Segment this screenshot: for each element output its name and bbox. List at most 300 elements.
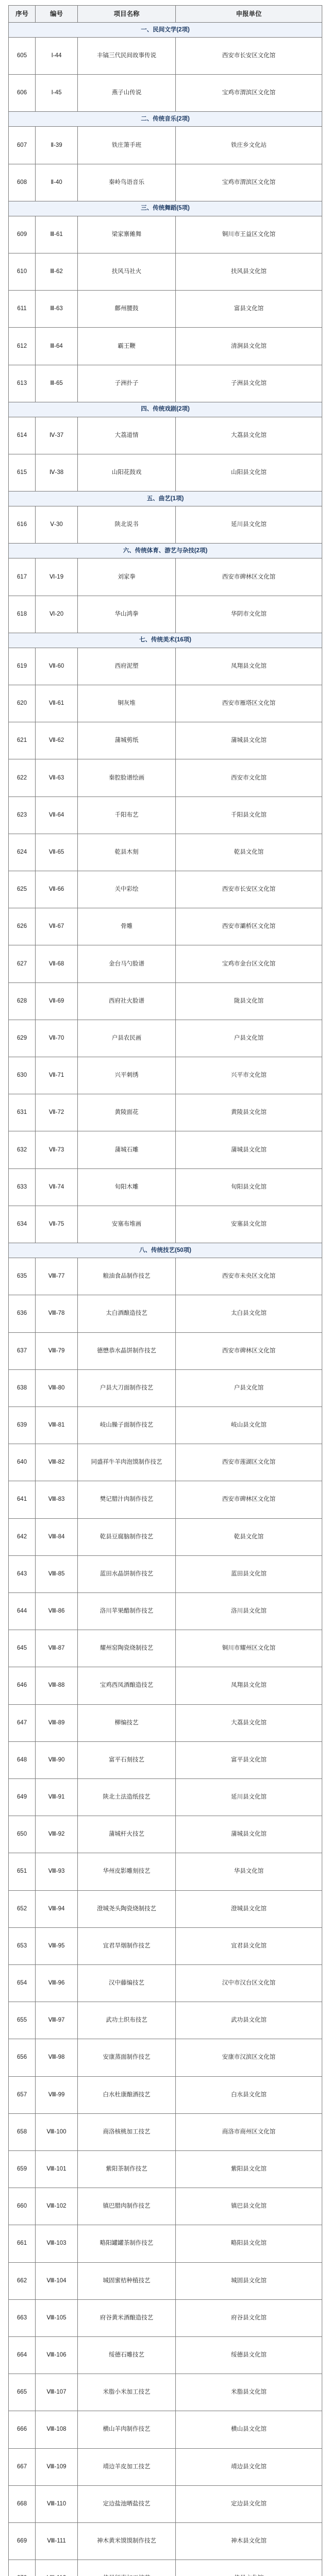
cell-code: Ⅷ-88	[36, 1667, 78, 1704]
table-row	[9, 1964, 322, 2002]
cell-index: 633	[9, 1168, 36, 1206]
cell-index: 667	[9, 2448, 36, 2485]
section-title: 一、民间文学(2项)	[9, 23, 322, 38]
cell-project: 德懋恭水晶饼制作技艺	[78, 1332, 176, 1369]
cell-unit: 横山县文化馆	[176, 2411, 322, 2448]
cell-code: Ⅶ-61	[36, 685, 78, 722]
cell-index: 653	[9, 1927, 36, 1964]
cell-project: 宜君旱烟制作技艺	[78, 1927, 176, 1964]
table-row	[9, 722, 322, 759]
cell-code: Ⅲ-64	[36, 328, 78, 365]
table-row	[9, 945, 322, 982]
table-row	[9, 2076, 322, 2113]
cell-unit: 西安市雁塔区文化馆	[176, 685, 322, 722]
cell-code: Ⅳ-38	[36, 454, 78, 492]
table-row	[9, 216, 322, 253]
cell-project: 燕子山传说	[78, 75, 176, 112]
cell-project: 大荔道情	[78, 417, 176, 454]
cell-index: 661	[9, 2225, 36, 2262]
cell-code: Ⅷ-97	[36, 2002, 78, 2039]
cell-code: Ⅷ-109	[36, 2448, 78, 2485]
cell-index: 656	[9, 2039, 36, 2076]
cell-unit: 靖边县文化馆	[176, 2448, 322, 2485]
cell-index: 649	[9, 1778, 36, 1816]
cell-project: 府谷黄米酒酿造技艺	[78, 2299, 176, 2336]
table-row	[9, 291, 322, 328]
table-row	[9, 1778, 322, 1816]
cell-project: 粮油食品制作技艺	[78, 1258, 176, 1295]
cell-unit: 宝鸡市金台区文化馆	[176, 945, 322, 982]
table-row	[9, 2523, 322, 2560]
cell-unit: 岐山县文化馆	[176, 1406, 322, 1444]
cell-project: 秦岭鸟语音乐	[78, 164, 176, 201]
cell-project: 霸王鞭	[78, 328, 176, 365]
cell-unit: 宝鸡市渭滨区文化馆	[176, 75, 322, 112]
table-body	[9, 23, 322, 2576]
cell-project: 柳编技艺	[78, 1704, 176, 1741]
cell-project: 山阳花鼓戏	[78, 454, 176, 492]
cell-project: 扶风马社火	[78, 253, 176, 291]
cell-index: 618	[9, 596, 36, 633]
table-row	[9, 1667, 322, 1704]
cell-project: 镇巴腊肉制作技艺	[78, 2188, 176, 2225]
cell-code: Ⅷ-89	[36, 1704, 78, 1741]
cell-unit: 蒲城县文化馆	[176, 722, 322, 759]
cell-index: 642	[9, 1518, 36, 1555]
cell-code: Ⅷ-100	[36, 2113, 78, 2150]
table-row	[9, 365, 322, 402]
heritage-list-table	[8, 5, 322, 2576]
cell-unit: 西安市碑林区文化馆	[176, 1332, 322, 1369]
table-row	[9, 1131, 322, 1168]
cell-code: Ⅷ-77	[36, 1258, 78, 1295]
cell-project: 富平石刻技艺	[78, 1741, 176, 1778]
cell-code: Ⅷ-90	[36, 1741, 78, 1778]
cell-unit: 安塞县文化馆	[176, 1206, 322, 1243]
cell-unit: 铁庄乡文化站	[176, 127, 322, 164]
cell-unit: 紫阳县文化馆	[176, 2150, 322, 2188]
table-row	[9, 1741, 322, 1778]
cell-index: 628	[9, 982, 36, 1020]
cell-project: 鄜州腰鼓	[78, 291, 176, 328]
table-row	[9, 1890, 322, 1927]
cell-project: 华州皮影雕刻技艺	[78, 1853, 176, 1890]
table-row	[9, 2225, 322, 2262]
cell-unit: 延川县文化馆	[176, 506, 322, 544]
table-row	[9, 417, 322, 454]
cell-project: 陕北说书	[78, 506, 176, 544]
cell-code: Ⅷ-111	[36, 2523, 78, 2560]
cell-code: Ⅶ-60	[36, 648, 78, 685]
cell-code: Ⅶ-63	[36, 759, 78, 796]
cell-project: 户县农民画	[78, 1020, 176, 1057]
cell-code: Ⅶ-68	[36, 945, 78, 982]
section-row	[9, 1243, 322, 1258]
cell-project: 丰镐三代民间故事传说	[78, 38, 176, 75]
cell-index: 668	[9, 2485, 36, 2522]
cell-index: 638	[9, 1369, 36, 1406]
cell-index: 625	[9, 871, 36, 908]
cell-code: Ⅷ-85	[36, 1555, 78, 1592]
cell-unit: 户县文化馆	[176, 1369, 322, 1406]
table-row	[9, 1332, 322, 1369]
cell-project: 户县大刀面制作技艺	[78, 1369, 176, 1406]
table-row	[9, 75, 322, 112]
cell-unit: 宝鸡市渭滨区文化馆	[176, 164, 322, 201]
cell-unit: 神木县文化馆	[176, 2523, 322, 2560]
cell-unit: 西安市文化馆	[176, 759, 322, 796]
cell-project: 定边盐池晒盐技艺	[78, 2485, 176, 2522]
table-header-row	[9, 6, 322, 23]
cell-index: 606	[9, 75, 36, 112]
cell-code: Ⅷ-86	[36, 1592, 78, 1630]
cell-unit: 米脂县文化馆	[176, 2374, 322, 2411]
cell-code: Ⅷ-94	[36, 1890, 78, 1927]
cell-project: 兴平刺绣	[78, 1057, 176, 1094]
cell-index: 645	[9, 1630, 36, 1667]
cell-unit: 安康市汉滨区文化馆	[176, 2039, 322, 2076]
cell-project: 靖边羊皮加工技艺	[78, 2448, 176, 2485]
cell-unit: 凤翔县文化馆	[176, 648, 322, 685]
cell-project: 铁庄箫手班	[78, 127, 176, 164]
cell-index: 634	[9, 1206, 36, 1243]
cell-code: Ⅶ-74	[36, 1168, 78, 1206]
cell-index: 609	[9, 216, 36, 253]
cell-index: 643	[9, 1555, 36, 1592]
cell-unit: 西安市碑林区文化馆	[176, 558, 322, 596]
section-title: 八、传统技艺(50项)	[9, 1243, 322, 1258]
cell-project: 蒲城石雕	[78, 1131, 176, 1168]
cell-project: 金台马勺脸谱	[78, 945, 176, 982]
cell-code: Ⅶ-73	[36, 1131, 78, 1168]
table-row	[9, 2448, 322, 2485]
cell-code: Ⅷ-81	[36, 1406, 78, 1444]
cell-code: Ⅷ-91	[36, 1778, 78, 1816]
cell-project: 米脂小米加工技艺	[78, 2374, 176, 2411]
cell-unit: 山阳县文化馆	[176, 454, 322, 492]
table-row	[9, 834, 322, 871]
cell-index: 607	[9, 127, 36, 164]
cell-index: 659	[9, 2150, 36, 2188]
cell-index: 663	[9, 2299, 36, 2336]
cell-unit: 黄陵县文化馆	[176, 1094, 322, 1131]
cell-index: 657	[9, 2076, 36, 2113]
cell-unit: 西安市碑林区文化馆	[176, 1481, 322, 1518]
cell-project: 梁家寨傩舞	[78, 216, 176, 253]
cell-project: 武功土织布技艺	[78, 2002, 176, 2039]
cell-unit: 户县文化馆	[176, 1020, 322, 1057]
cell-project: 蒲城剪纸	[78, 722, 176, 759]
cell-unit: 武功县文化馆	[176, 2002, 322, 2039]
cell-code: Ⅷ-98	[36, 2039, 78, 2076]
table-row	[9, 759, 322, 796]
cell-project: 城固蜜桔种植技艺	[78, 2262, 176, 2299]
cell-unit: 商洛市商州区文化馆	[176, 2113, 322, 2150]
cell-code: Ⅲ-61	[36, 216, 78, 253]
table-row	[9, 2262, 322, 2299]
cell-code: Ⅷ-106	[36, 2336, 78, 2374]
cell-code: Ⅷ-78	[36, 1295, 78, 1332]
cell-code: Ⅷ-101	[36, 2150, 78, 2188]
table-row	[9, 1630, 322, 1667]
cell-index: 639	[9, 1406, 36, 1444]
section-row	[9, 544, 322, 558]
cell-code: Ⅷ-92	[36, 1816, 78, 1853]
cell-project: 千阳布艺	[78, 796, 176, 834]
section-title: 四、传统戏剧(2项)	[9, 402, 322, 417]
cell-unit: 富县文化馆	[176, 291, 322, 328]
cell-index: 665	[9, 2374, 36, 2411]
cell-project: 洛川苹果醋制作技艺	[78, 1592, 176, 1630]
cell-code: Ⅲ-65	[36, 365, 78, 402]
header-code: 编号	[36, 6, 78, 23]
cell-project: 紫阳茶制作技艺	[78, 2150, 176, 2188]
cell-unit: 镇巴县文化馆	[176, 2188, 322, 2225]
header-project: 项目名称	[78, 6, 176, 23]
cell-code: Ⅴ-30	[36, 506, 78, 544]
cell-unit: 府谷县文化馆	[176, 2299, 322, 2336]
table-row	[9, 648, 322, 685]
cell-project: 商洛核桃加工技艺	[78, 2113, 176, 2150]
cell-unit: 富平县文化馆	[176, 1741, 322, 1778]
table-row	[9, 1518, 322, 1555]
cell-code: Ⅶ-69	[36, 982, 78, 1020]
table-row	[9, 596, 322, 633]
table-row	[9, 2113, 322, 2150]
section-row	[9, 402, 322, 417]
cell-unit: 汉中市汉台区文化馆	[176, 1964, 322, 2002]
cell-project: 乾县木刻	[78, 834, 176, 871]
cell-project: 陕北土法造纸技艺	[78, 1778, 176, 1816]
cell-unit: 陇县文化馆	[176, 982, 322, 1020]
cell-code: Ⅷ-82	[36, 1444, 78, 1481]
table-row	[9, 1555, 322, 1592]
cell-unit: 旬阳县文化馆	[176, 1168, 322, 1206]
cell-code: Ⅲ-63	[36, 291, 78, 328]
cell-code: Ⅷ-102	[36, 2188, 78, 2225]
section-row	[9, 112, 322, 127]
cell-code: Ⅷ-95	[36, 1927, 78, 1964]
section-title: 三、传统舞蹈(5项)	[9, 201, 322, 216]
table-row	[9, 506, 322, 544]
cell-index: 621	[9, 722, 36, 759]
table-row	[9, 1444, 322, 1481]
cell-project: 岐山臊子面制作技艺	[78, 1406, 176, 1444]
cell-code: Ⅷ-99	[36, 2076, 78, 2113]
cell-unit: 宜君县文化馆	[176, 1927, 322, 1964]
cell-index: 605	[9, 38, 36, 75]
cell-index: 644	[9, 1592, 36, 1630]
cell-index: 641	[9, 1481, 36, 1518]
cell-code: Ⅷ-83	[36, 1481, 78, 1518]
table-row	[9, 2374, 322, 2411]
cell-project: 西府泥塑	[78, 648, 176, 685]
table-row	[9, 1168, 322, 1206]
cell-unit: 西安市长安区文化馆	[176, 871, 322, 908]
cell-code: Ⅶ-67	[36, 908, 78, 945]
cell-index: 612	[9, 328, 36, 365]
cell-project: 黄陵面花	[78, 1094, 176, 1131]
cell-code: Ⅷ-105	[36, 2299, 78, 2336]
cell-unit: 西安市莲湖区文化馆	[176, 1444, 322, 1481]
cell-index: 610	[9, 253, 36, 291]
cell-unit: 西安市未央区文化馆	[176, 1258, 322, 1295]
cell-unit: 乾县文化馆	[176, 834, 322, 871]
cell-unit: 蒲城县文化馆	[176, 1816, 322, 1853]
table-row	[9, 1057, 322, 1094]
cell-project: 骨雕	[78, 908, 176, 945]
cell-index: 623	[9, 796, 36, 834]
cell-code: Ⅶ-65	[36, 834, 78, 871]
table-row	[9, 1206, 322, 1243]
cell-project: 同盛祥牛羊肉泡馍制作技艺	[78, 1444, 176, 1481]
cell-code: Ⅶ-66	[36, 871, 78, 908]
cell-code: Ⅶ-72	[36, 1094, 78, 1131]
cell-index: 608	[9, 164, 36, 201]
section-row	[9, 492, 322, 506]
table-row	[9, 2039, 322, 2076]
table-row	[9, 1481, 322, 1518]
table-row	[9, 1592, 322, 1630]
table-row	[9, 982, 322, 1020]
cell-index: 650	[9, 1816, 36, 1853]
cell-index: 666	[9, 2411, 36, 2448]
cell-code: Ⅷ-80	[36, 1369, 78, 1406]
cell-index: 636	[9, 1295, 36, 1332]
cell-index: 616	[9, 506, 36, 544]
table-row	[9, 2485, 322, 2522]
cell-project: 横山羊肉制作技艺	[78, 2411, 176, 2448]
cell-code: Ⅷ-84	[36, 1518, 78, 1555]
cell-project: 旬阳木雕	[78, 1168, 176, 1206]
table-row	[9, 2188, 322, 2225]
cell-project: 关中彩绘	[78, 871, 176, 908]
cell-code	[36, 2560, 78, 2576]
cell-project: 宝鸡西凤酒酿造技艺	[78, 1667, 176, 1704]
cell-project: 蓝田水晶饼制作技艺	[78, 1555, 176, 1592]
table-row	[9, 1094, 322, 1131]
cell-code: Ⅱ-39	[36, 127, 78, 164]
table-row	[9, 1406, 322, 1444]
cell-unit: 华阴市文化馆	[176, 596, 322, 633]
table-row	[9, 253, 322, 291]
cell-code: Ⅳ-37	[36, 417, 78, 454]
cell-index: 615	[9, 454, 36, 492]
cell-unit: 蒲城县文化馆	[176, 1131, 322, 1168]
cell-index: 646	[9, 1667, 36, 1704]
cell-index: 635	[9, 1258, 36, 1295]
table-row	[9, 2336, 322, 2374]
cell-unit: 西安市长安区文化馆	[176, 38, 322, 75]
cell-code: Ⅲ-62	[36, 253, 78, 291]
table-row	[9, 2150, 322, 2188]
table-row	[9, 1927, 322, 1964]
cell-index: 647	[9, 1704, 36, 1741]
cell-unit: 城固县文化馆	[176, 2262, 322, 2299]
cell-unit: 略阳县文化馆	[176, 2225, 322, 2262]
cell-index: 662	[9, 2262, 36, 2299]
cell-project: 铜灰堆	[78, 685, 176, 722]
cell-unit: 蓝田县文化馆	[176, 1555, 322, 1592]
table-row	[9, 1816, 322, 1853]
cell-index: 640	[9, 1444, 36, 1481]
cell-code: Ⅷ-110	[36, 2485, 78, 2522]
cell-code: Ⅶ-71	[36, 1057, 78, 1094]
table-row	[9, 1704, 322, 1741]
cell-unit: 大荔县文化馆	[176, 1704, 322, 1741]
table-row	[9, 908, 322, 945]
cell-code: Ⅰ-44	[36, 38, 78, 75]
cell-index: 624	[9, 834, 36, 871]
cell-unit: 铜川市王益区文化馆	[176, 216, 322, 253]
cell-unit: 澄城县文化馆	[176, 1890, 322, 1927]
table-row	[9, 558, 322, 596]
cell-unit: 铜川市耀州区文化馆	[176, 1630, 322, 1667]
cell-index: 652	[9, 1890, 36, 1927]
cell-unit: 扶风县文化馆	[176, 253, 322, 291]
cell-unit: 凤翔县文化馆	[176, 1667, 322, 1704]
section-row	[9, 633, 322, 648]
cell-project: 耀州窑陶瓷烧制技艺	[78, 1630, 176, 1667]
cell-index: 648	[9, 1741, 36, 1778]
cell-project: 白水杜康酿酒技艺	[78, 2076, 176, 2113]
cell-unit: 太白县文化馆	[176, 1295, 322, 1332]
cell-code: Ⅷ-108	[36, 2411, 78, 2448]
cell-code: Ⅷ-103	[36, 2225, 78, 2262]
table-row	[9, 871, 322, 908]
cell-unit: 白水县文化馆	[176, 2076, 322, 2113]
cell-index	[9, 2560, 36, 2576]
cell-unit: 大荔县文化馆	[176, 417, 322, 454]
cell-code: Ⅶ-75	[36, 1206, 78, 1243]
table-row	[9, 1853, 322, 1890]
cell-unit: 西安市灞桥区文化馆	[176, 908, 322, 945]
cell-unit: 兴平市文化馆	[176, 1057, 322, 1094]
cell-project: 樊记腊汁肉制作技艺	[78, 1481, 176, 1518]
cell-code: Ⅶ-64	[36, 796, 78, 834]
cell-unit: 清涧县文化馆	[176, 328, 322, 365]
table-row	[9, 2411, 322, 2448]
cell-index: 637	[9, 1332, 36, 1369]
cell-project: 略阳罐罐茶制作技艺	[78, 2225, 176, 2262]
table-row	[9, 164, 322, 201]
cell-index: 613	[9, 365, 36, 402]
header-index: 序号	[9, 6, 36, 23]
table-row	[9, 38, 322, 75]
table-row	[9, 2002, 322, 2039]
table-row	[9, 454, 322, 492]
cell-code: Ⅷ-93	[36, 1853, 78, 1890]
cell-index: 619	[9, 648, 36, 685]
table-row	[9, 2560, 322, 2576]
cell-index: 622	[9, 759, 36, 796]
table-row	[9, 1295, 322, 1332]
section-row	[9, 23, 322, 38]
cell-project: 澄城尧头陶瓷烧制技艺	[78, 1890, 176, 1927]
section-title: 二、传统音乐(2项)	[9, 112, 322, 127]
section-row	[9, 201, 322, 216]
cell-project: 汉中藤编技艺	[78, 1964, 176, 2002]
cell-project: 子洲扑子	[78, 365, 176, 402]
cell-project: 秦腔脸谱绘画	[78, 759, 176, 796]
section-title: 五、曲艺(1项)	[9, 492, 322, 506]
cell-unit: 华县文化馆	[176, 1853, 322, 1890]
cell-unit: 子洲县文化馆	[176, 365, 322, 402]
cell-project: 绥德石雕技艺	[78, 2336, 176, 2374]
table-row	[9, 1258, 322, 1295]
cell-code: Ⅷ-104	[36, 2262, 78, 2299]
cell-index: 669	[9, 2523, 36, 2560]
